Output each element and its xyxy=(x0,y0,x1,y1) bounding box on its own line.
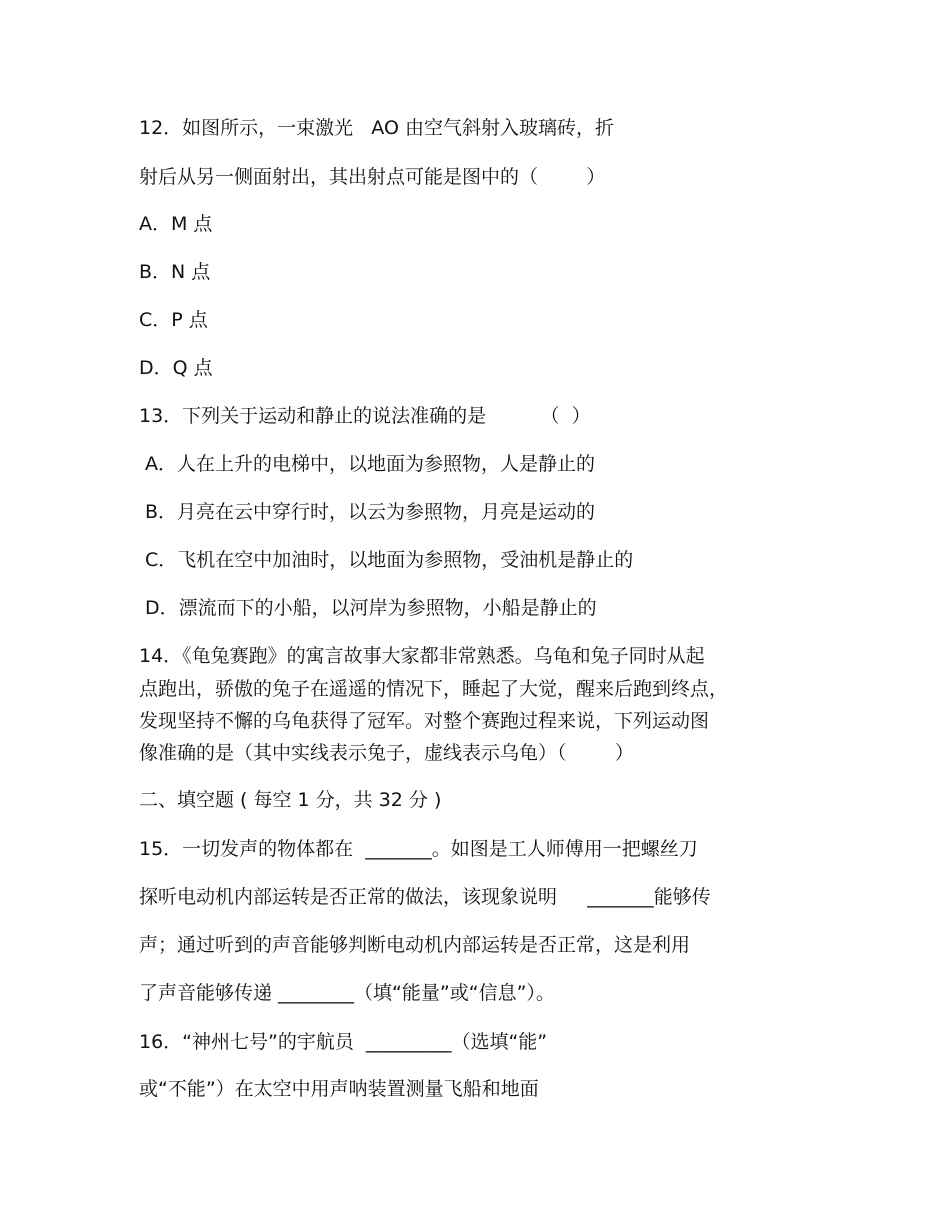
q12-option-a: A．M 点 xyxy=(139,213,213,235)
q14-line1: 14．《龟兔赛跑》的寓言故事大家都非常熟悉。乌龟和兔子同时从起 xyxy=(139,645,705,667)
q14-line3: 发现坚持不懈的乌龟获得了冠军。对整个赛跑过程来说，下列运动图 xyxy=(139,710,710,732)
q12-option-b: B．N 点 xyxy=(139,261,211,283)
q12-stem-line2: 射后从另一侧面射出，其出射点可能是图中的（ ） xyxy=(139,166,606,188)
q15-line3: 声；通过听到的声音能够判断电动机内部运转是否正常，这是利用 xyxy=(139,934,691,956)
q15-line4: 了声音能够传递 ________（填“能量”或“信息”）。 xyxy=(139,982,555,1004)
q13-stem: 13．下列关于运动和静止的说法准确的是 （ ） xyxy=(139,405,591,427)
q15-line1: 15．一切发声的物体都在 _______。如图是工人师傅用一把螺丝刀 xyxy=(139,838,698,860)
q12-stem-line1: 12．如图所示，一束激光 AO 由空气斜射入玻璃砖，折 xyxy=(139,117,614,139)
q13-option-d: D．漂流而下的小船，以河岸为参照物，小船是静止的 xyxy=(145,597,597,619)
q13-option-a: A．人在上升的电梯中，以地面为参照物，人是静止的 xyxy=(145,453,595,475)
q16-line1: 16．“神州七号”的宇航员 _________（选填“能” xyxy=(139,1031,548,1053)
section-2-title: 二、填空题 ( 每空 1 分，共 32 分 ) xyxy=(139,789,442,811)
q13-option-c: C．飞机在空中加油时，以地面为参照物，受油机是静止的 xyxy=(145,549,634,571)
q15-line2: 探听电动机内部运转是否正常的做法，该现象说明 _______能够传 xyxy=(139,886,711,908)
q14-line4: 像准确的是（其中实线表示兔子，虚线表示乌龟）（ ） xyxy=(139,742,634,764)
q12-option-d: D．Q 点 xyxy=(139,357,213,379)
q16-line2: 或“不能”）在太空中用声呐装置测量飞船和地面 xyxy=(139,1078,539,1100)
q12-option-c: C．P 点 xyxy=(139,309,208,331)
q14-line2: 点跑出，骄傲的兔子在遥遥的情况下，睡起了大觉，醒来后跑到终点， xyxy=(139,678,729,700)
q13-option-b: B．月亮在云中穿行时，以云为参照物，月亮是运动的 xyxy=(145,501,596,523)
